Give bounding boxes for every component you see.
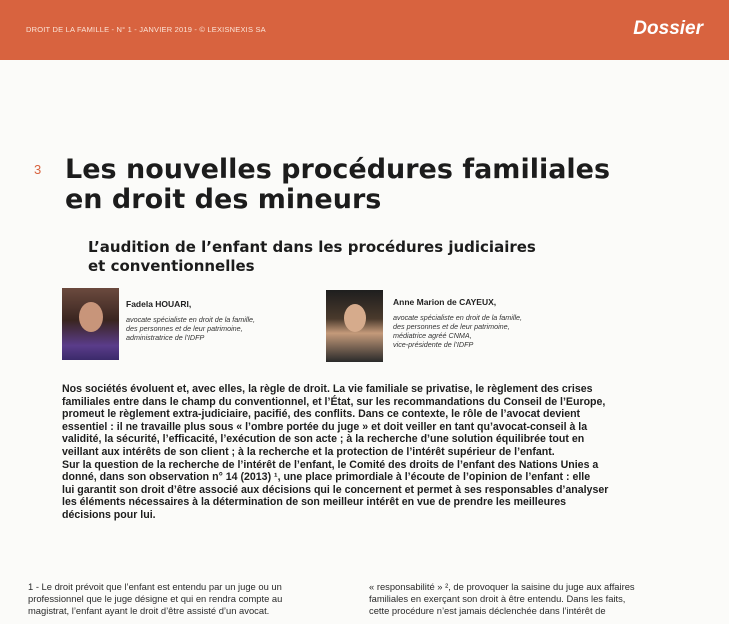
author-name: Anne Marion de CAYEUX, <box>393 297 497 307</box>
section-label: Dossier <box>633 18 703 39</box>
journal-reference: DROIT DE LA FAMILLE - N° 1 - JANVIER 2019 - © LEXISNEXIS SA <box>26 25 266 34</box>
body-line: cette procédure n’est jamais déclenchée dans l’intérêt de <box>369 605 606 616</box>
body-column-right <box>369 581 699 617</box>
body-line: 1 - Le droit prévoit que l’enfant est entendu par un juge ou un <box>28 581 282 592</box>
body-line: « responsabilité » ², de provoquer la saisine du juge aux affaires <box>369 581 635 592</box>
body-column-left <box>28 581 358 617</box>
running-header <box>0 0 729 60</box>
intro-line: essentiel : il ne travaille plus sous « l’ombre portée du juge » et doit veiller en tant qu’avocat-conseil à la <box>62 420 588 433</box>
intro-line: donné, dans son observation n° 14 (2013) ¹, une place primordiale à l’écoute de l’opinion de l’enfant : elle <box>62 471 591 484</box>
intro-line: validité, la sécurité, l’efficacité, l’exécution de son acte ; à la recherche d’une solution équilibrée tout en <box>62 433 585 446</box>
body-line: familiales en exerçant son droit à être entendu. Dans les faits, <box>369 593 626 604</box>
article-intro <box>62 383 690 522</box>
intro-line: décisions pour lui. <box>62 508 156 521</box>
article-number: 3 <box>34 162 42 177</box>
intro-line: veillant aux intérêts de son client ; à la recherche et la protection de l’intérêt supérieur de l’enfant. <box>62 445 555 458</box>
intro-line: les éléments nécessaires à la détermination de son meilleur intérêt en vue de prendre les meilleures <box>62 496 567 509</box>
article-title <box>65 155 685 215</box>
author-block <box>393 297 613 349</box>
author-photo <box>62 288 119 360</box>
subtitle-line: et conventionnelles <box>88 257 255 275</box>
intro-line: promeut le règlement extra-judiciaire, pacifié, des conflits. Dans ce contexte, le rôle de l’avocat devient <box>62 408 581 421</box>
article-subtitle <box>88 238 708 276</box>
intro-line: Nos sociétés évoluent et, avec elles, la règle de droit. La vie familiale se privatise, le règlement des crises <box>62 383 593 395</box>
intro-line: Sur la question de la recherche de l’intérêt de l’enfant, le Comité des droits de l’enfant des Nations Unies a <box>62 458 599 471</box>
intro-line: familiales entre dans le champ du conventionnel, et l’État, sur les recommandations du Conseil de l’Europe, <box>62 395 606 408</box>
intro-line: lui garantit son droit d’être associé aux décisions qui le concernent et permet à ses responsables d’analyser <box>62 483 609 496</box>
body-line: professionnel que le juge désigne et qui en rendra compte au <box>28 593 283 604</box>
title-line: en droit des mineurs <box>65 184 382 215</box>
body-line: magistrat, l’enfant ayant le droit d’être assisté d’un avocat. <box>28 605 270 616</box>
subtitle-line: L’audition de l’enfant dans les procédures judiciaires <box>88 238 536 256</box>
author-description: avocate spécialiste en droit de la famille, des personnes et de leur patrimoine, administratrice de l’IDFP <box>126 315 256 342</box>
author-name: Fadela HOUARI, <box>126 299 192 309</box>
author-photo <box>326 290 383 362</box>
author-block <box>126 299 316 342</box>
author-description: avocate spécialiste en droit de la famille, des personnes et de leur patrimoine, médiatrice agréé CNMA, vice-présidente de l’IDFP <box>393 313 523 349</box>
title-line: Les nouvelles procédures familiales <box>65 154 611 185</box>
